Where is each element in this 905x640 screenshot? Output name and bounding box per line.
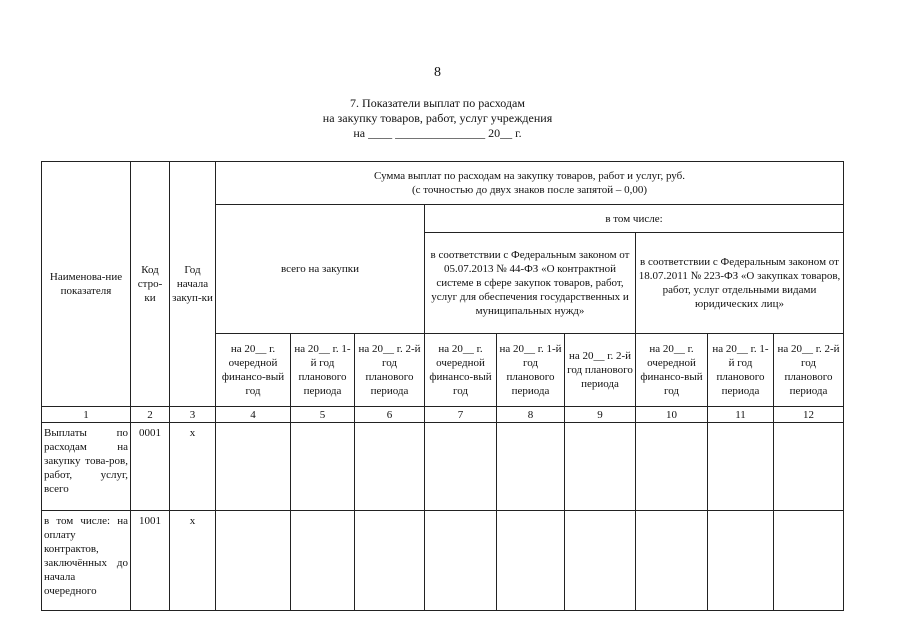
value-cell[interactable] (355, 511, 425, 611)
heading-line-2: на закупку товаров, работ, услуг учреждения (322, 111, 553, 125)
value-cell[interactable] (216, 423, 291, 511)
column-number: 8 (497, 407, 565, 423)
row-indicator-name: в том числе: на оплату контрактов, заключённых до начала очередного (42, 511, 131, 611)
header-payments-sum-title: Сумма выплат по расходам на закупку товаров, работ и услуг, руб. (374, 170, 685, 182)
heading-line-3: на ____ _______________ 20__ г. (353, 126, 522, 140)
header-total-plan-year-1: на 20__ г. 1-й год планового периода (291, 334, 355, 407)
header-223fz-plan-year-1: на 20__ г. 1-й год планового периода (708, 334, 774, 407)
header-law-44: в соответствии с Федеральным законом от 05.07.2013 № 44-ФЗ «О контрактной системе в сфере закупок товаров, работ, услуг для обеспечения государственных и муниципальных нужд» (425, 233, 636, 334)
column-number: 3 (170, 407, 216, 423)
row-start-year: x (170, 511, 216, 611)
table-row (42, 423, 844, 511)
header-total-purchases: всего на закупки (216, 205, 425, 334)
header-payments-sum (216, 162, 844, 205)
value-cell[interactable] (708, 423, 774, 511)
column-number: 11 (708, 407, 774, 423)
value-cell[interactable] (565, 511, 636, 611)
value-cell[interactable] (774, 511, 844, 611)
column-number: 2 (131, 407, 170, 423)
value-cell[interactable] (291, 511, 355, 611)
header-law-223: в соответствии с Федеральным законом от 18.07.2011 № 223-ФЗ «О закупках товаров, работ, услуг отдельными видами юридических лиц» (636, 233, 844, 334)
row-start-year: x (170, 423, 216, 511)
value-cell[interactable] (216, 511, 291, 611)
header-purchase-start-year: Год начала закуп-ки (170, 162, 216, 407)
value-cell[interactable] (291, 423, 355, 511)
header-indicator-name: Наименова-ние показателя (42, 162, 131, 407)
value-cell[interactable] (497, 423, 565, 511)
header-including: в том числе: (425, 205, 844, 233)
section-heading (0, 96, 875, 141)
column-number: 7 (425, 407, 497, 423)
header-223fz-current-year: на 20__ г. очередной финансо-вый год (636, 334, 708, 407)
column-number: 10 (636, 407, 708, 423)
header-44fz-plan-year-2: на 20__ г. 2-й год планового периода (565, 334, 636, 407)
header-223fz-plan-year-2: на 20__ г. 2-й год планового периода (774, 334, 844, 407)
header-row-code: Код стро-ки (131, 162, 170, 407)
value-cell[interactable] (497, 511, 565, 611)
header-payments-sum-precision: (с точностью до двух знаков после запятой – 0,00) (411, 184, 648, 196)
row-indicator-name: Выплаты по расходам на закупку това-ров, работ, услуг, всего (42, 423, 131, 511)
heading-line-1: 7. Показатели выплат по расходам (350, 96, 525, 110)
column-number: 1 (42, 407, 131, 423)
value-cell[interactable] (636, 423, 708, 511)
table-row (42, 511, 844, 611)
header-44fz-current-year: на 20__ г. очередной финансо-вый год (425, 334, 497, 407)
header-44fz-plan-year-1: на 20__ г. 1-й год планового периода (497, 334, 565, 407)
value-cell[interactable] (355, 423, 425, 511)
value-cell[interactable] (425, 511, 497, 611)
value-cell[interactable] (708, 511, 774, 611)
column-number: 4 (216, 407, 291, 423)
column-number: 9 (565, 407, 636, 423)
column-number: 12 (774, 407, 844, 423)
column-number: 5 (291, 407, 355, 423)
value-cell[interactable] (636, 511, 708, 611)
header-total-plan-year-2: на 20__ г. 2-й год планового периода (355, 334, 425, 407)
header-total-current-year: на 20__ г. очередной финансо-вый год (216, 334, 291, 407)
value-cell[interactable] (425, 423, 497, 511)
value-cell[interactable] (565, 423, 636, 511)
row-code: 1001 (131, 511, 170, 611)
row-code: 0001 (131, 423, 170, 511)
purchase-payments-table (41, 161, 844, 611)
value-cell[interactable] (774, 423, 844, 511)
page-number: 8 (434, 65, 441, 80)
column-number: 6 (355, 407, 425, 423)
